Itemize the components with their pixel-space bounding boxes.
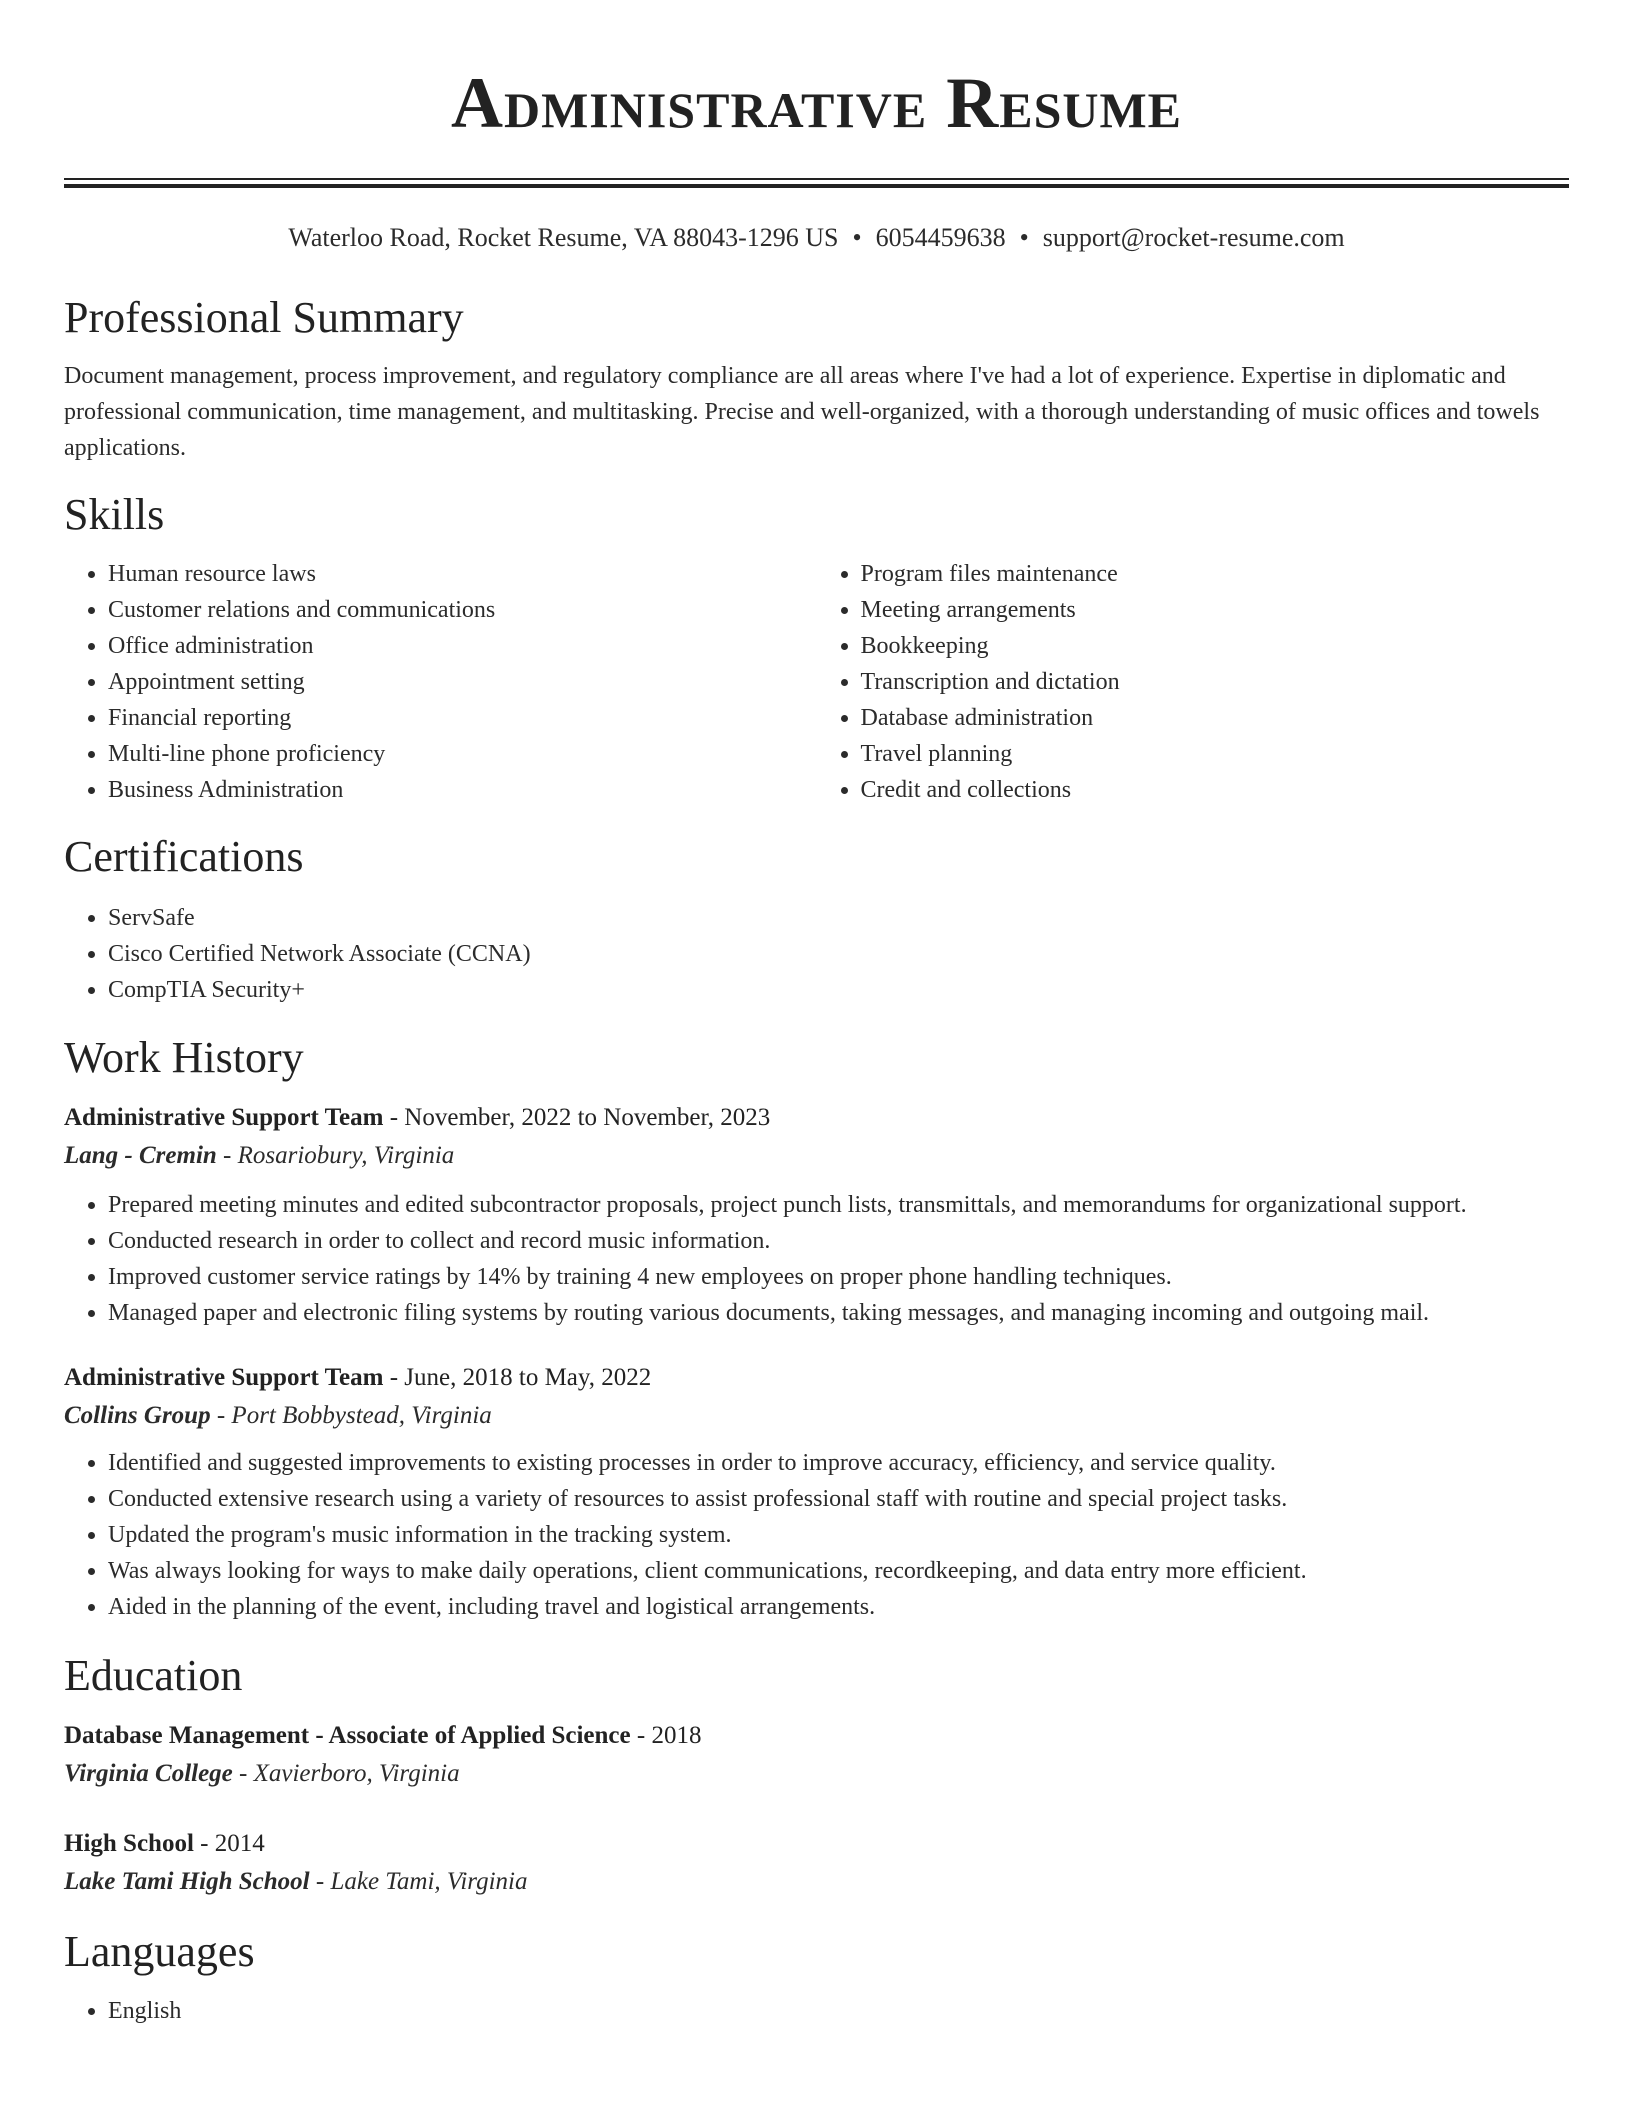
- education-location: - Lake Tami, Virginia: [309, 1868, 528, 1895]
- job-duty-item: • Aided in the planning of the event, including travel and logistical arrangements.: [108, 1589, 1569, 1625]
- education-school: Lake Tami High School: [64, 1868, 310, 1895]
- skills-column-left: [64, 556, 817, 808]
- education-location: - Xavierboro, Virginia: [232, 1760, 460, 1787]
- education-entry: [64, 1717, 1569, 1793]
- education-institution: [64, 1755, 1569, 1793]
- education-degree: Database Management - Associate of Applied Science: [64, 1722, 631, 1749]
- job-duty-item: • Managed paper and electronic filing systems by routing various documents, taking messages, and managing incoming and outgoing mail.: [108, 1295, 1569, 1331]
- job-company: Collins Group: [64, 1402, 211, 1429]
- summary-text: Document management, process improvement, and regulatory compliance are all areas where I've had a lot of experience. Expertise in diplomatic and professional communication, time management, and multitasking. Precise and well-organized, with a thorough understanding of music offices and towels applications.: [64, 363, 1540, 461]
- education-entry: [64, 1825, 1569, 1901]
- contact-separator: •: [1019, 223, 1029, 252]
- job-entry: [64, 1099, 1569, 1331]
- languages-heading: Languages: [64, 1927, 255, 1976]
- job-dates: - November, 2022 to November, 2023: [383, 1104, 771, 1131]
- job-role: Administrative Support Team: [64, 1104, 384, 1131]
- contact-address: Waterloo Road, Rocket Resume, VA 88043-1296 US: [288, 223, 839, 252]
- education-school: Virginia College: [64, 1760, 233, 1787]
- job-company: Lang - Cremin: [64, 1142, 217, 1169]
- certifications-heading: Certifications: [64, 832, 304, 881]
- job-duties: [64, 1187, 1569, 1331]
- skill-item: • Office administration: [108, 628, 817, 664]
- work-history-heading: Work History: [64, 1033, 304, 1082]
- skill-item: • Transcription and dictation: [861, 664, 1570, 700]
- education-heading: Education: [64, 1651, 243, 1700]
- job-location: - Rosariobury, Virginia: [216, 1142, 455, 1169]
- certifications-list: [64, 900, 1569, 1008]
- education-degree: High School: [64, 1830, 194, 1857]
- job-duty-item: • Conducted research in order to collect and record music information.: [108, 1223, 1569, 1259]
- education-institution: [64, 1863, 1569, 1901]
- summary-heading: Professional Summary: [64, 293, 464, 342]
- job-duty-item: • Conducted extensive research using a variety of resources to assist professional staff with routine and special project tasks.: [108, 1481, 1569, 1517]
- job-location: - Port Bobbystead, Virginia: [210, 1402, 492, 1429]
- skill-item: • Appointment setting: [108, 664, 817, 700]
- job-duty-item: • Updated the program's music information in the tracking system.: [108, 1517, 1569, 1553]
- skills-list: [64, 556, 1569, 808]
- job-employer: [64, 1397, 1569, 1435]
- certification-item: • Cisco Certified Network Associate (CCNA): [108, 936, 1569, 972]
- job-duty-item: • Identified and suggested improvements to existing processes in order to improve accuracy, efficiency, and service quality.: [108, 1445, 1569, 1481]
- job-duty-item: • Prepared meeting minutes and edited subcontractor proposals, project punch lists, transmittals, and memorandums for organizational support.: [108, 1187, 1569, 1223]
- skill-item: • Human resource laws: [108, 556, 817, 592]
- job-entry: [64, 1359, 1569, 1625]
- job-duties: [64, 1445, 1569, 1625]
- skills-column-right: [817, 556, 1570, 808]
- job-duty-item: • Was always looking for ways to make daily operations, client communications, recordkeeping, and data entry more efficient.: [108, 1553, 1569, 1589]
- skill-item: • Business Administration: [108, 772, 817, 808]
- education-header: [64, 1825, 1569, 1863]
- languages-list: [64, 1993, 1569, 2029]
- job-role: Administrative Support Team: [64, 1364, 384, 1391]
- job-dates: - June, 2018 to May, 2022: [383, 1364, 652, 1391]
- title-divider: [64, 178, 1569, 188]
- job-header: [64, 1099, 1569, 1137]
- skill-item: • Multi-line phone proficiency: [108, 736, 817, 772]
- job-duty-item: • Improved customer service ratings by 14% by training 4 new employees on proper phone handling techniques.: [108, 1259, 1569, 1295]
- skill-item: • Bookkeeping: [861, 628, 1570, 664]
- contact-email: support@rocket-resume.com: [1042, 223, 1345, 252]
- education-header: [64, 1717, 1569, 1755]
- skill-item: • Credit and collections: [861, 772, 1570, 808]
- skill-item: • Meeting arrangements: [861, 592, 1570, 628]
- contact-phone: 6054459638: [875, 223, 1006, 252]
- job-employer: [64, 1137, 1569, 1175]
- job-header: [64, 1359, 1569, 1397]
- skill-item: • Customer relations and communications: [108, 592, 817, 628]
- certification-item: • CompTIA Security+: [108, 972, 1569, 1008]
- contact-separator: •: [852, 223, 862, 252]
- skill-item: • Program files maintenance: [861, 556, 1570, 592]
- skill-item: • Financial reporting: [108, 700, 817, 736]
- education-year: - 2014: [193, 1830, 265, 1857]
- certification-item: • ServSafe: [108, 900, 1569, 936]
- skill-item: • Database administration: [861, 700, 1570, 736]
- education-year: - 2018: [630, 1722, 702, 1749]
- skill-item: • Travel planning: [861, 736, 1570, 772]
- contact-line: [64, 221, 1569, 255]
- skills-heading: Skills: [64, 490, 165, 539]
- language-item: • English: [108, 1993, 1569, 2029]
- resume-title: Administrative Resume: [450, 63, 1183, 143]
